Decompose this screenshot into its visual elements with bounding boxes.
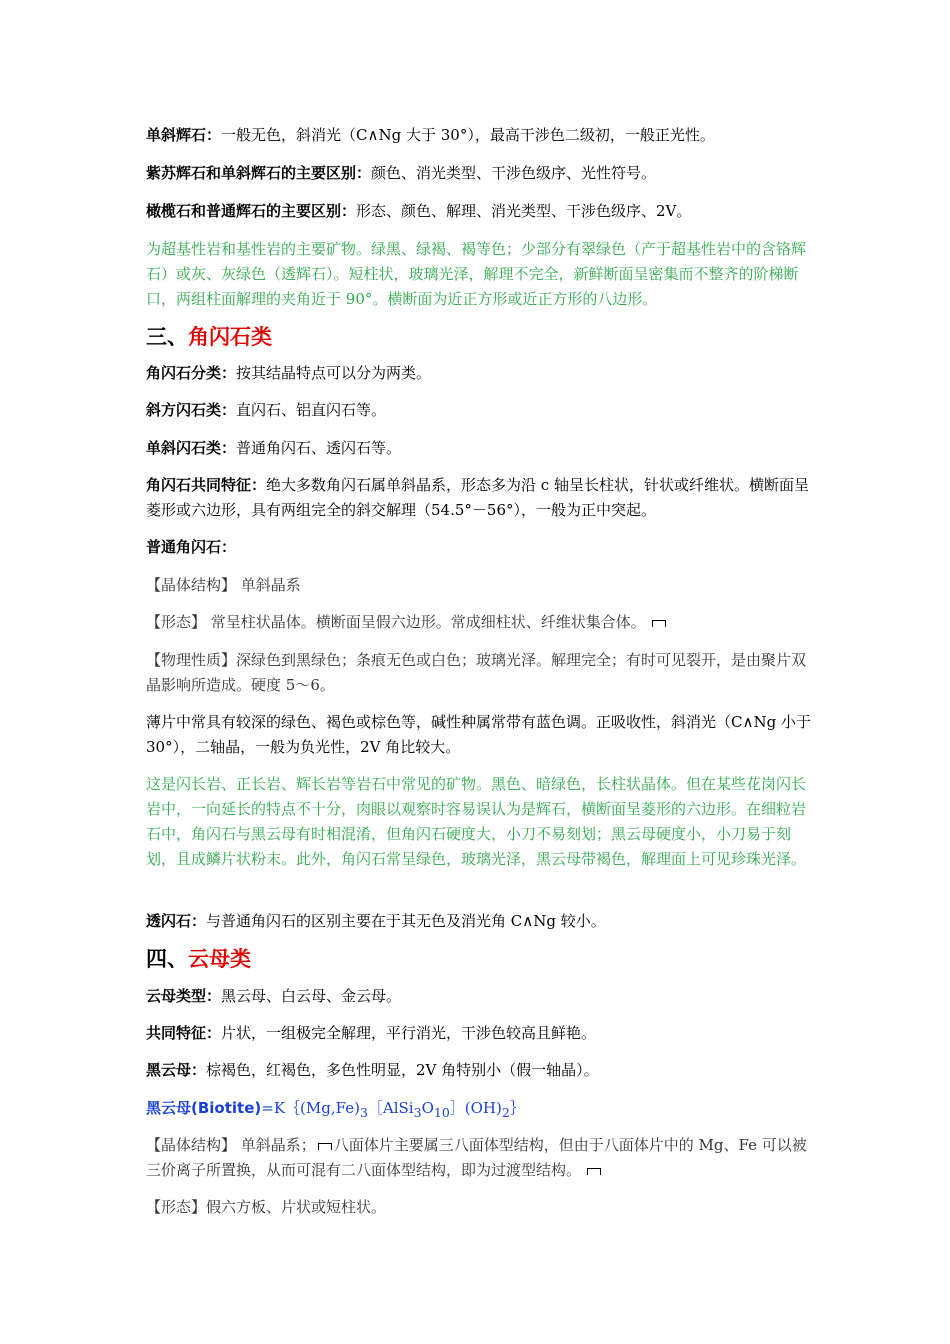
- text: 片状，一组极完全解理，平行消光，干涉色较高且鲜艳。: [221, 1024, 597, 1042]
- label: 角闪石分类：: [146, 364, 237, 382]
- paragraph-orthorhombic-amphibole: [146, 398, 811, 423]
- label: 角闪石共同特征：: [146, 476, 267, 494]
- paragraph-physical-properties: [146, 648, 811, 698]
- text: 【晶体结构】 单斜晶系: [146, 576, 301, 594]
- paragraph-hypersthene-difference: [146, 161, 811, 186]
- paragraph-biotite-crystal-structure: [146, 1133, 811, 1183]
- text: 直闪石、铝直闪石等。: [236, 401, 387, 419]
- formula-part: ［AlSi: [367, 1099, 414, 1117]
- text: 【形态】假六方板、片状或短柱状。: [146, 1198, 387, 1216]
- section-number: 四、: [146, 947, 188, 971]
- section-heading-mica: [146, 945, 251, 973]
- paragraph-amphibole-classification: [146, 361, 811, 386]
- paragraph-monoclinic-pyroxene: [146, 123, 811, 148]
- text: 与普通角闪石的区别主要在于其无色及消光角 C∧Ng 较小。: [206, 912, 606, 930]
- label: 橄榄石和普通辉石的主要区别：: [146, 202, 357, 220]
- paragraph-pyroxene-field-notes: [146, 237, 811, 312]
- paragraph-thin-section: [146, 710, 811, 760]
- text: 一般无色，斜消光（C∧Ng 大于 30°），最高干涉色二级初，一般正光性。: [221, 126, 715, 144]
- paragraph-biotite-morphology: [146, 1195, 811, 1220]
- label: 黑云母(Biotite): [146, 1099, 262, 1117]
- text: 【形态】 常呈柱状晶体。横断面呈假六边形。常成细柱状、纤维状集合体。: [146, 613, 646, 631]
- subscript: 3: [413, 1105, 422, 1120]
- paragraph-olivine-difference: [146, 199, 811, 224]
- paragraph-amphibole-common-features: [146, 473, 811, 523]
- paragraph-biotite-formula: [146, 1096, 811, 1125]
- paragraph-monoclinic-amphibole: [146, 436, 811, 461]
- text: 【晶体结构】 单斜晶系；: [146, 1136, 316, 1154]
- text: 绝大多数角闪石属单斜晶系，形态多为沿 c 轴呈长柱状，针状或纤维状。横断面呈菱形或六边形，具有两组完全的斜交解理（54.5°－56°），一般为正中突起。: [146, 476, 809, 519]
- formula-part: O: [421, 1099, 434, 1117]
- paragraph-crystal-structure: [146, 573, 811, 598]
- text: 八面体片主要属三八面体型结构，但由于八面体片中的 Mg、Fe 可以被三价离子所置换，从而可混有二八面体型结构，即为过渡型结构。: [146, 1136, 807, 1179]
- text: 【物理性质】深绿色到黑绿色；条痕无色或白色；玻璃光泽。解理完全；有时可见裂开，是由聚片双晶影响所造成。硬度 5～6。: [146, 651, 807, 694]
- text: 黑云母、白云母、金云母。: [221, 987, 402, 1005]
- text: 按其结晶特点可以分为两类。: [236, 364, 432, 382]
- anchor-mark-icon: [652, 620, 666, 627]
- text: 颜色、消光类型、干涉色级序、光性符号。: [371, 164, 657, 182]
- formula: [261, 1099, 525, 1120]
- paragraph-mica-common-features: [146, 1021, 811, 1046]
- subscript: 2: [501, 1105, 510, 1120]
- section-title: 云母类: [188, 947, 251, 971]
- formula-part: ｝: [509, 1099, 525, 1117]
- section-number: 三、: [146, 325, 188, 349]
- label: 透闪石：: [146, 912, 207, 930]
- paragraph-biotite: [146, 1058, 811, 1083]
- anchor-mark-icon: [318, 1143, 332, 1150]
- paragraph-morphology: [146, 610, 811, 635]
- subscript: 10: [433, 1105, 450, 1120]
- paragraph-mica-types: [146, 984, 811, 1009]
- text: 为超基性岩和基性岩的主要矿物。绿黑、绿褐、褐等色；少部分有翠绿色（产于超基性岩中的含铬辉石）或灰、灰绿色（透辉石）。短柱状，玻璃光泽，解理不完全，新鲜断面呈密集而不整齐的阶梯断口，两组柱面解理的夹角近于 90°。横断面为近正方形或近正方形的八边形。: [146, 240, 807, 308]
- text: 棕褐色，红褐色，多色性明显，2V 角特别小（假一轴晶）。: [206, 1061, 599, 1079]
- formula-part: ］(OH): [449, 1099, 502, 1117]
- label: 共同特征：: [146, 1024, 222, 1042]
- label: 单斜辉石：: [146, 126, 222, 144]
- anchor-mark-icon: [587, 1168, 601, 1175]
- text: 薄片中常具有较深的绿色、褐色或棕色等，碱性种属常带有蓝色调。正吸收性，斜消光（C∧Ng 小于 30°），二轴晶，一般为负光性，2V 角比较大。: [146, 713, 811, 756]
- text: 形态、颜色、解理、消光类型、干涉色级序、2V。: [356, 202, 692, 220]
- paragraph-tremolite: [146, 909, 811, 934]
- section-title: 角闪石类: [188, 325, 272, 349]
- paragraph-hornblende-heading: [146, 535, 811, 560]
- text: 普通角闪石、透闪石等。: [236, 439, 402, 457]
- label: 普通角闪石：: [146, 538, 237, 556]
- label: 云母类型：: [146, 987, 222, 1005]
- label: 斜方闪石类：: [146, 401, 237, 419]
- label: 黑云母：: [146, 1061, 207, 1079]
- paragraph-hornblende-field-notes: [146, 772, 811, 872]
- label: 单斜闪石类：: [146, 439, 237, 457]
- text: 这是闪长岩、正长岩、辉长岩等岩石中常见的矿物。黑色、暗绿色，长柱状晶体。但在某些花岗闪长岩中，一向延长的特点不十分，肉眼以观察时容易误认为是辉石，横断面呈菱形的六边形。在细粒岩石中，角闪石与黑云母有时相混淆，但角闪石硬度大，小刀不易刻划；黑云母硬度小，小刀易于刻划，且成鳞片状粉末。此外，角闪石常呈绿色，玻璃光泽，黑云母带褐色，解理面上可见珍珠光泽。: [146, 775, 807, 868]
- section-heading-amphibole: [146, 323, 272, 351]
- subscript: 3: [359, 1105, 368, 1120]
- label: 紫苏辉石和单斜辉石的主要区别：: [146, 164, 372, 182]
- formula-part: =K｛(Mg,Fe): [261, 1099, 360, 1117]
